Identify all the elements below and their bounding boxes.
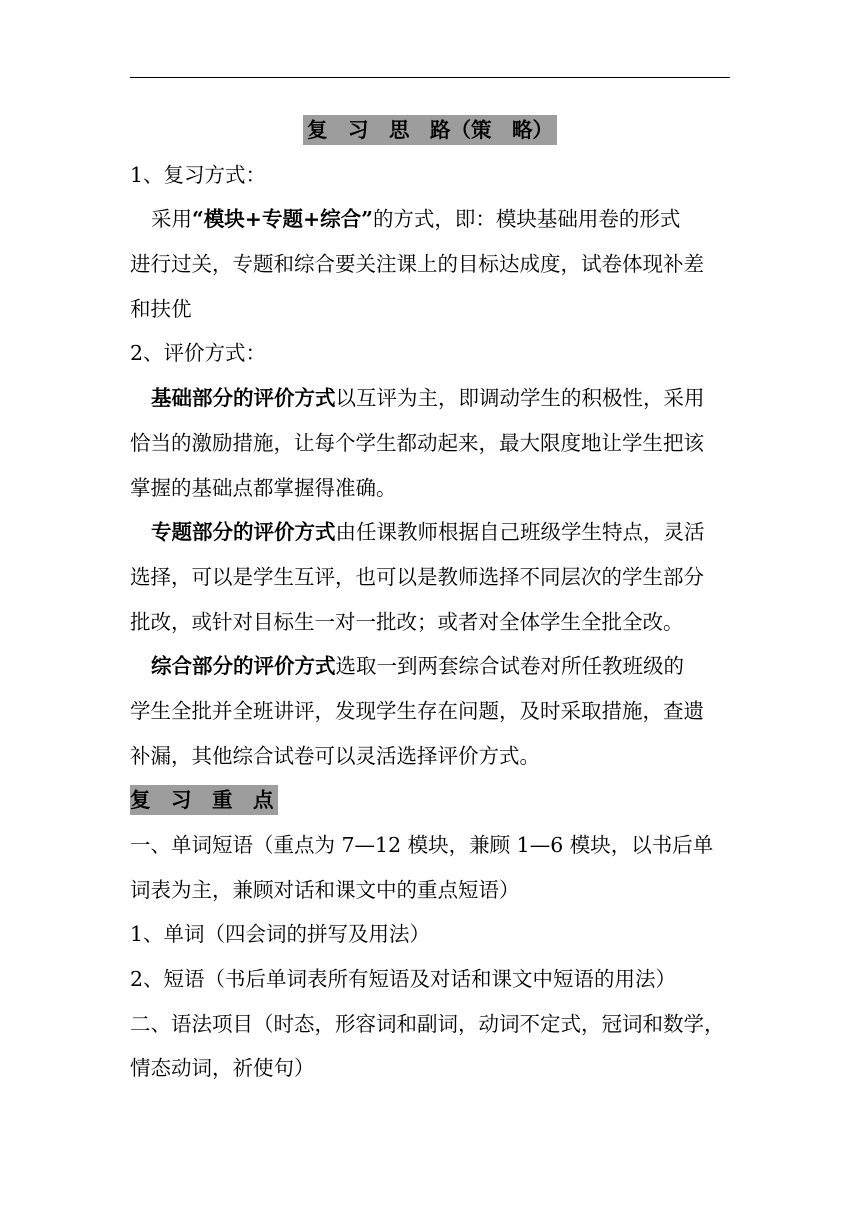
review-focus-heading-line [130,778,730,823]
basic-eval-para-line: 恰当的激励措施，让每个学生都动起来，最大限度地让学生把该 [130,430,704,455]
section1-para-line: 进行过关，专题和综合要关注课上的目标达成度，试卷体现补差 [130,252,704,277]
section1-heading: 1、复习方式： [130,162,267,187]
focus-subitem: 1、单词（四会词的拼写及用法） [130,922,431,947]
bold-text: “模块+专题+综合” [192,207,373,232]
comprehensive-eval-para-line: 学生全批并全班讲评，发现学生存在问题，及时采取措施，查遗 [130,698,704,723]
text: 采用 [151,207,192,232]
bold-text: 基础部分的评价方式 [151,386,336,411]
comprehensive-eval-para-line: 补漏，其他综合试卷可以灵活选择评价方式。 [130,743,540,768]
topic-eval-para-line: 选择，可以是学生互评，也可以是教师选择不同层次的学生部分 [130,564,704,589]
text: 的方式，即：模块基础用卷的形式 [372,207,681,232]
text: 选取一到两套综合试卷对所任教班级的 [335,654,684,679]
text: 以互评为主，即调动学生的积极性，采用 [335,386,705,411]
focus-item-line: 一、单词短语（重点为 7—12 模块，兼顾 1—6 模块，以书后单 [130,833,714,857]
topic-eval-para-line: 批改，或针对目标生一对一批改；或者对全体学生全批全改。 [130,609,684,634]
text: 由任课教师根据自己班级学生特点，灵活 [335,520,705,545]
section1-para-line: 和扶优 [130,296,192,321]
bold-text: 专题部分的评价方式 [151,520,336,545]
document-body [130,108,730,1091]
page-title: 复 习 思 路（策 略） [303,115,557,145]
review-focus-heading: 复 习 重 点 [130,785,278,815]
focus-item-line: 二、语法项目（时态，形容词和副词，动词不定式，冠词和数学， [130,1011,725,1036]
basic-eval-para-line: 掌握的基础点都掌握得准确。 [130,475,397,500]
header-rule [130,77,730,78]
section2-heading: 2、评价方式： [130,341,267,366]
title-line [130,108,730,153]
basic-eval-para-line [130,376,730,421]
topic-eval-para-line [130,510,730,555]
comprehensive-eval-para-line [130,644,730,689]
focus-item-line: 情态动词，祈使句） [130,1056,315,1081]
focus-subitem: 2、短语（书后单词表所有短语及对话和课文中短语的用法） [130,967,677,992]
focus-item-line: 词表为主，兼顾对话和课文中的重点短语） [130,877,520,902]
section1-para-line [130,197,730,242]
bold-text: 综合部分的评价方式 [151,654,336,679]
